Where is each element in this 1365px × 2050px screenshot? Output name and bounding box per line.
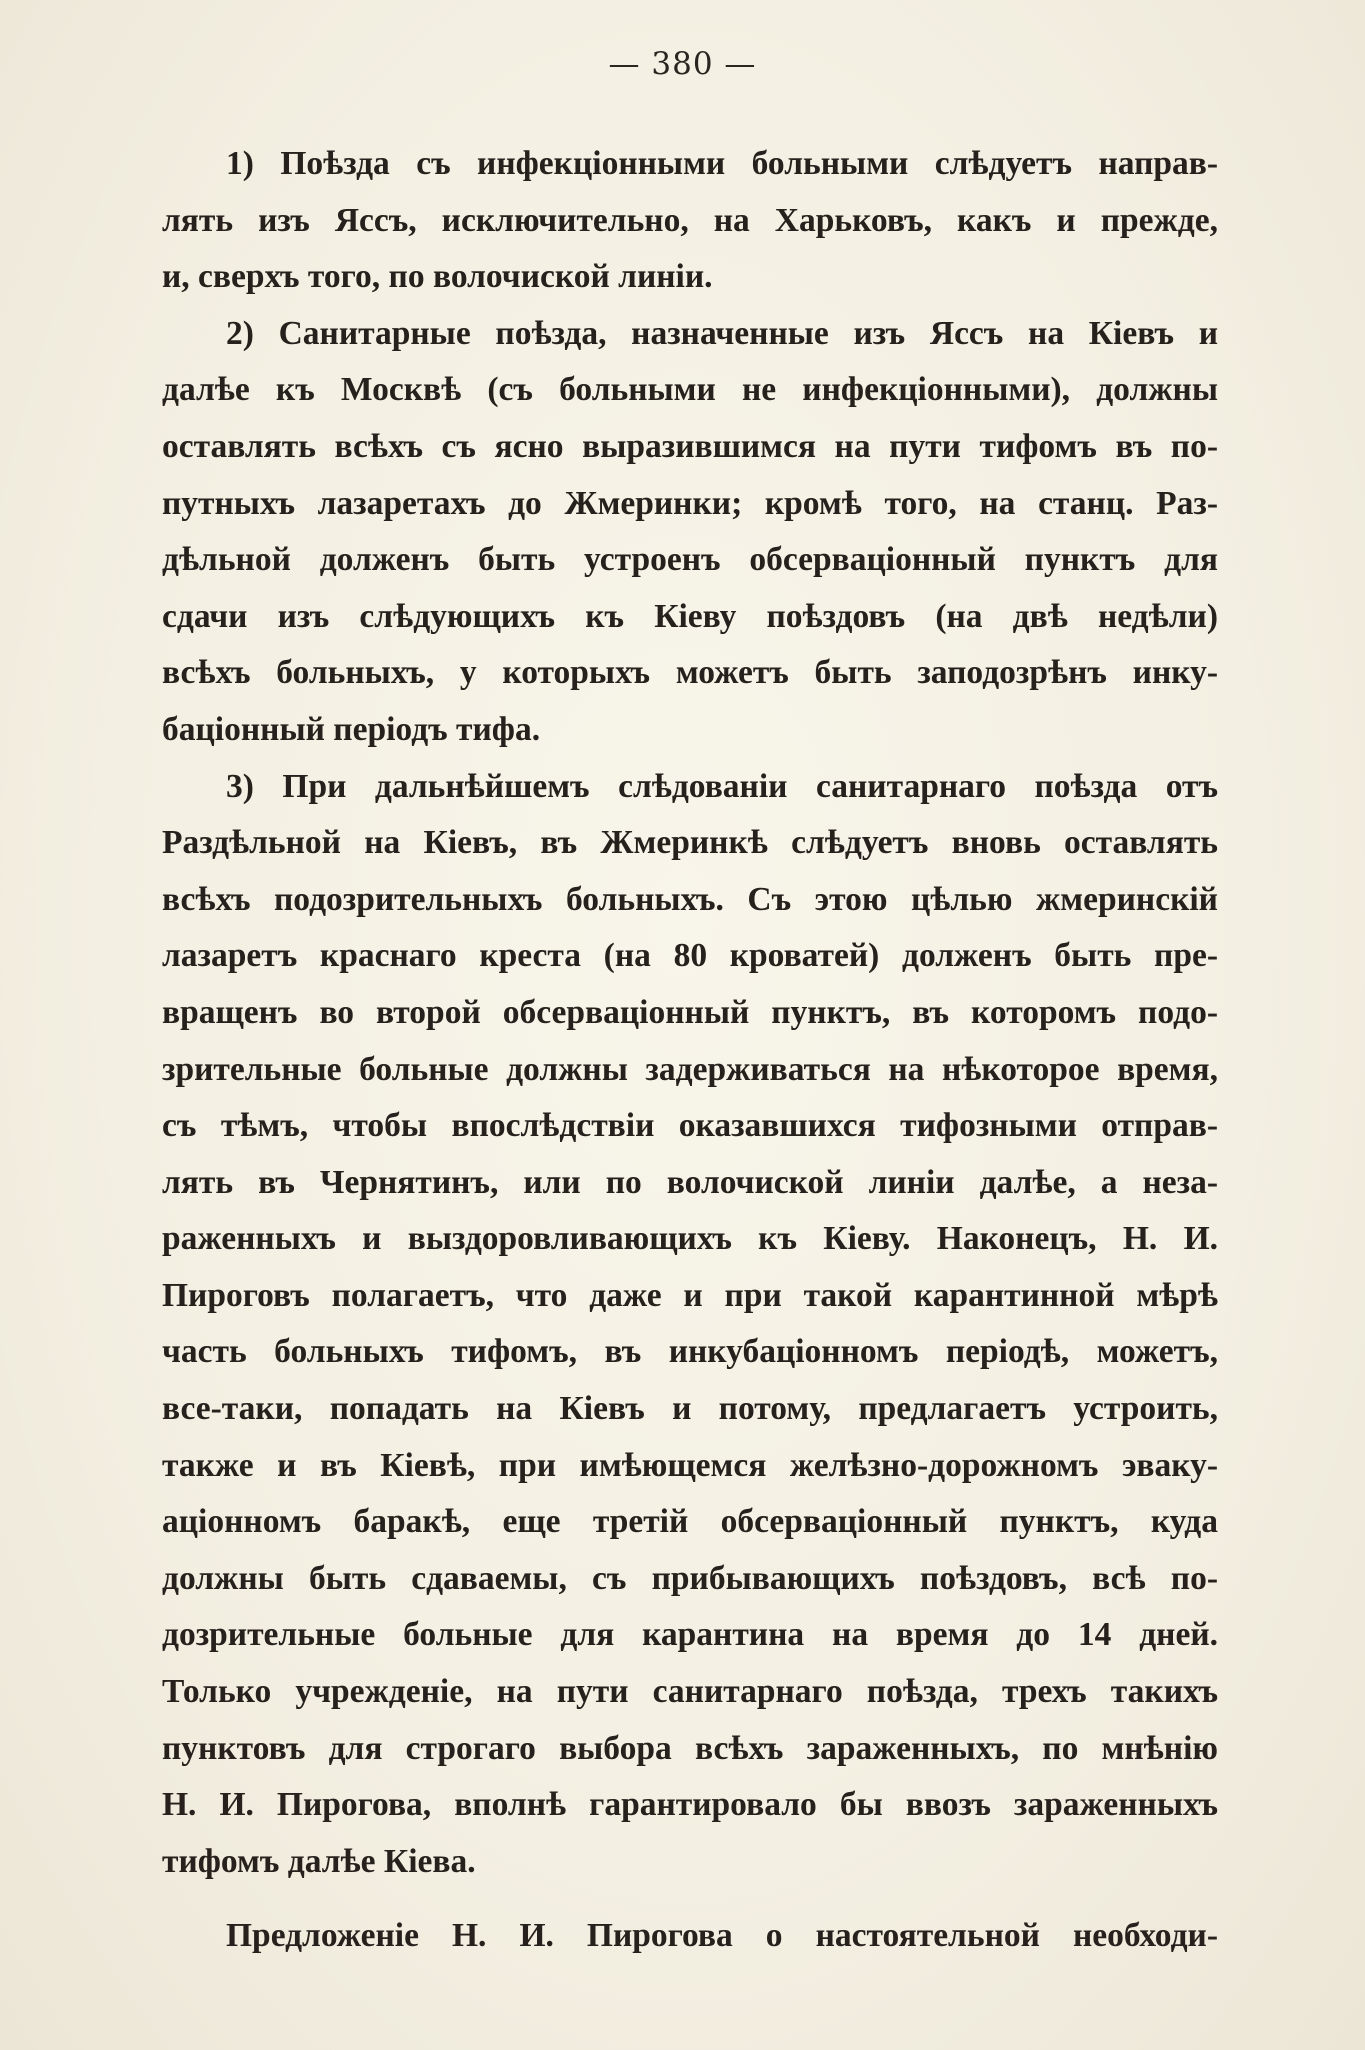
text-line: 3) При дальнѣйшемъ слѣдованіи санитарнаго поѣзда отъ xyxy=(226,767,1218,805)
text-line: лазаретъ краснаго креста (на 80 кроватей) долженъ быть пре- xyxy=(162,937,1218,975)
text-line: дозрительные больные для карантина на время до 14 дней. xyxy=(162,1616,1218,1654)
text-line: сдачи изъ слѣдующихъ къ Кіеву поѣздовъ (на двѣ недѣли) xyxy=(162,597,1218,635)
paragraph-1 xyxy=(162,136,1218,306)
text-line: Раздѣльной на Кіевъ, въ Жмеринкѣ слѣдуетъ вновь оставлять xyxy=(162,824,1218,862)
text-line: Предложеніе Н. И. Пирогова о настоятельной необходи- xyxy=(226,1917,1218,1955)
text-line: оставлять всѣхъ съ ясно выразившимся на пути тифомъ въ по- xyxy=(162,427,1218,465)
text-line: должны быть сдаваемы, съ прибывающихъ поѣздовъ, всѣ по- xyxy=(162,1559,1218,1597)
text-line: баціонный періодъ тифа. xyxy=(162,710,541,748)
text-line: всѣхъ больныхъ, у которыхъ можетъ быть заподозрѣнъ инку- xyxy=(162,654,1218,692)
text-line: и, сверхъ того, по волочиской линіи. xyxy=(162,258,713,296)
page-number: — 380 — xyxy=(608,46,757,82)
text-line: все-таки, попадать на Кіевъ и потому, предлагаетъ устроить, xyxy=(162,1390,1218,1428)
body-text xyxy=(162,136,1218,1965)
text-line: также и въ Кіевѣ, при имѣющемся желѣзно-дорожномъ эваку- xyxy=(162,1446,1218,1484)
text-line: раженныхъ и выздоровливающихъ къ Кіеву. Наконецъ, Н. И. xyxy=(162,1220,1218,1258)
text-line: всѣхъ подозрительныхъ больныхъ. Съ этою цѣлью жмеринскій xyxy=(162,880,1218,918)
text-line: лять въ Чернятинъ, или по волочиской линіи далѣе, а неза- xyxy=(162,1163,1218,1201)
paragraph-3 xyxy=(162,759,1218,1891)
text-line: аціонномъ баракѣ, еще третій обсерваціонный пунктъ, куда xyxy=(162,1503,1218,1541)
text-line: зрительные больные должны задерживаться на нѣкоторое время, xyxy=(162,1050,1218,1088)
paragraph-2 xyxy=(162,306,1218,759)
text-line: Пироговъ полагаетъ, что даже и при такой карантинной мѣрѣ xyxy=(162,1276,1218,1314)
text-line: тифомъ далѣе Кіева. xyxy=(162,1842,476,1880)
text-line: съ тѣмъ, чтобы впослѣдствіи оказавшихся тифозными отправ- xyxy=(162,1107,1218,1145)
text-line: вращенъ во второй обсерваціонный пунктъ, въ которомъ подо- xyxy=(162,993,1218,1031)
text-line: пунктовъ для строгаго выбора всѣхъ зараженныхъ, по мнѣнію xyxy=(162,1729,1218,1767)
text-line: путныхъ лазаретахъ до Жмеринки; кромѣ того, на станц. Раз- xyxy=(162,484,1218,522)
text-line: лять изъ Яссъ, исключительно, на Харьковъ, какъ и прежде, xyxy=(162,201,1218,239)
text-line: 1) Поѣзда съ инфекціонными больными слѣдуетъ направ- xyxy=(226,145,1218,182)
text-line: дѣльной долженъ быть устроенъ обсерваціонный пунктъ для xyxy=(162,541,1218,579)
text-line: далѣе къ Москвѣ (съ больными не инфекціонными), должны xyxy=(162,371,1218,409)
text-line: 2) Санитарные поѣзда, назначенные изъ Яссъ на Кіевъ и xyxy=(226,314,1218,352)
text-line: Только учрежденіе, на пути санитарнаго поѣзда, трехъ такихъ xyxy=(162,1673,1218,1711)
text-line: часть больныхъ тифомъ, въ инкубаціонномъ періодѣ, можетъ, xyxy=(162,1333,1218,1371)
text-line: Н. И. Пирогова, вполнѣ гарантировало бы ввозъ зараженныхъ xyxy=(162,1786,1218,1824)
paragraph-4 xyxy=(162,1908,1218,1965)
